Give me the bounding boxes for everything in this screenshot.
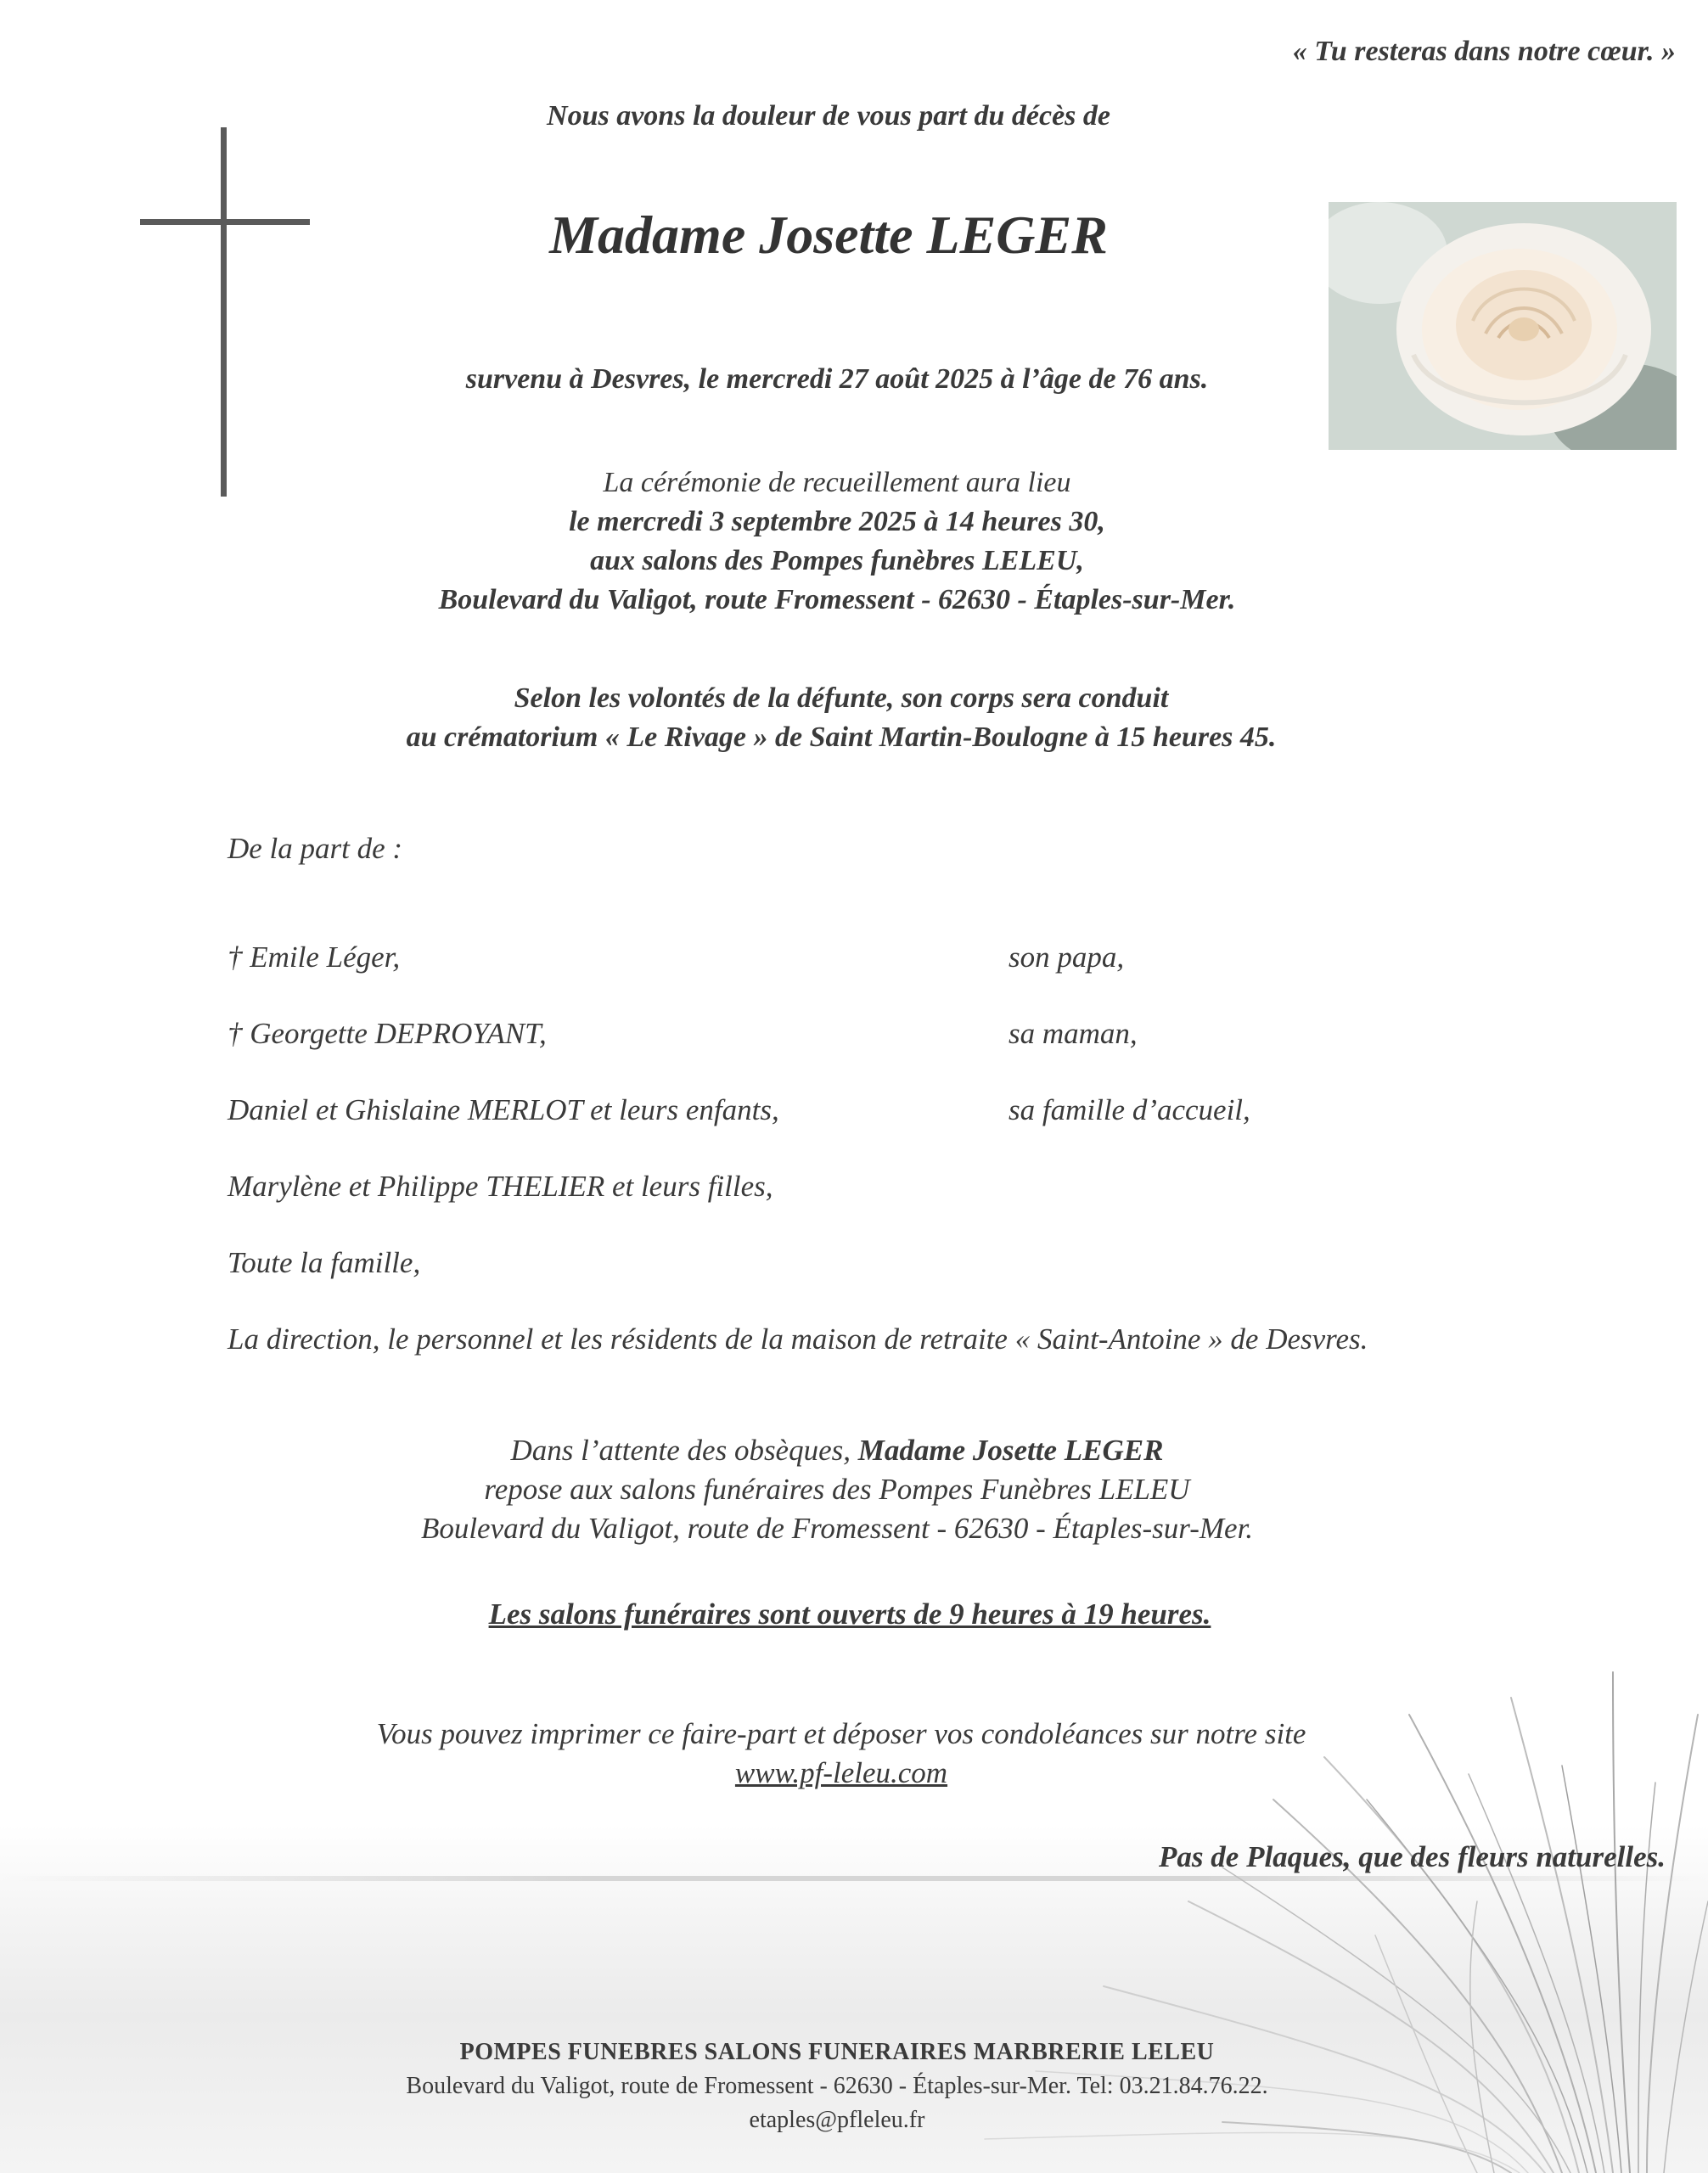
repose-line — [0, 1431, 1674, 1470]
ceremony-date: le mercredi 3 septembre 2025 à 14 heures 30, — [569, 506, 1105, 537]
website-link[interactable]: www.pf-leleu.com — [734, 1756, 948, 1789]
repose-block — [0, 1431, 1708, 1548]
family-member-name: Daniel et Ghislaine MERLOT et leurs enfants, — [228, 1093, 779, 1126]
print-text: Vous pouvez imprimer ce faire-part et déposer vos condoléances sur notre site — [376, 1717, 1306, 1750]
repose-address: Boulevard du Valigot, route de Fromessent - 62630 - Étaples-sur-Mer. — [420, 1512, 1254, 1545]
print-block — [0, 1715, 1708, 1793]
ceremony-place: aux salons des Pompes funèbres LELEU, — [590, 545, 1084, 576]
death-details: survenu à Desvres, le mercredi 27 août 2025 à l’âge de 76 ans. — [465, 363, 1209, 395]
opening-hours — [0, 1597, 1708, 1631]
ceremony-address: Boulevard du Valigot, route Fromessent - 62630 - Étaples-sur-Mer. — [438, 584, 1236, 615]
footer — [0, 2035, 1708, 2137]
family-member-relation: sa famille d’accueil, — [1009, 1093, 1250, 1126]
family-member-relation: son papa, — [1009, 941, 1125, 974]
footer-company: POMPES FUNEBRES SALONS FUNERAIRES MARBRERIE LELEU — [459, 2039, 1215, 2065]
footer-address: Boulevard du Valigot, route de Fromessent - 62630 - Étaples-sur-Mer. Tel: 03.21.84.76.22. — [406, 2073, 1268, 2099]
no-plaques-note: Pas de Plaques, que des fleurs naturelles. — [1159, 1840, 1666, 1873]
cremation-line: au crématorium « Le Rivage » de Saint Martin-Boulogne à 15 heures 45. — [406, 722, 1277, 753]
quote-text: « Tu resteras dans notre cœur. » — [1292, 36, 1676, 67]
repose-prefix: Dans l’attente des obsèques, — [510, 1434, 858, 1467]
family-member-name: † Emile Léger, — [228, 941, 401, 974]
from-label: De la part de : — [228, 832, 403, 865]
cremation-line: Selon les volontés de la défunte, son corps sera conduit — [514, 682, 1169, 714]
family-member-name: La direction, le personnel et les résidents de la maison de retraite « Saint-Antoine » de Desvres. — [228, 1322, 1368, 1356]
footer-email[interactable]: etaples@pfleleu.fr — [749, 2107, 925, 2133]
cross-vertical-bar — [221, 127, 227, 497]
ceremony-block — [0, 463, 1708, 620]
family-member-name: Toute la famille, — [228, 1246, 421, 1279]
opening-hours-text: Les salons funéraires sont ouverts de 9 heures à 19 heures. — [488, 1597, 1211, 1631]
ceremony-line: La cérémonie de recueillement aura lieu — [603, 467, 1071, 498]
family-member-name: Marylène et Philippe THELIER et leurs filles, — [228, 1170, 773, 1203]
repose-place: repose aux salons funéraires des Pompes Funèbres LELEU — [484, 1473, 1190, 1506]
family-member-name: † Georgette DEPROYANT, — [228, 1017, 547, 1050]
deceased-name: Madame Josette LEGER — [549, 205, 1108, 265]
intro-text: Nous avons la douleur de vous part du décès de — [547, 100, 1110, 132]
family-member-relation: sa maman, — [1009, 1017, 1138, 1050]
cremation-block — [0, 679, 1708, 757]
repose-name: Madame Josette LEGER — [857, 1434, 1164, 1467]
